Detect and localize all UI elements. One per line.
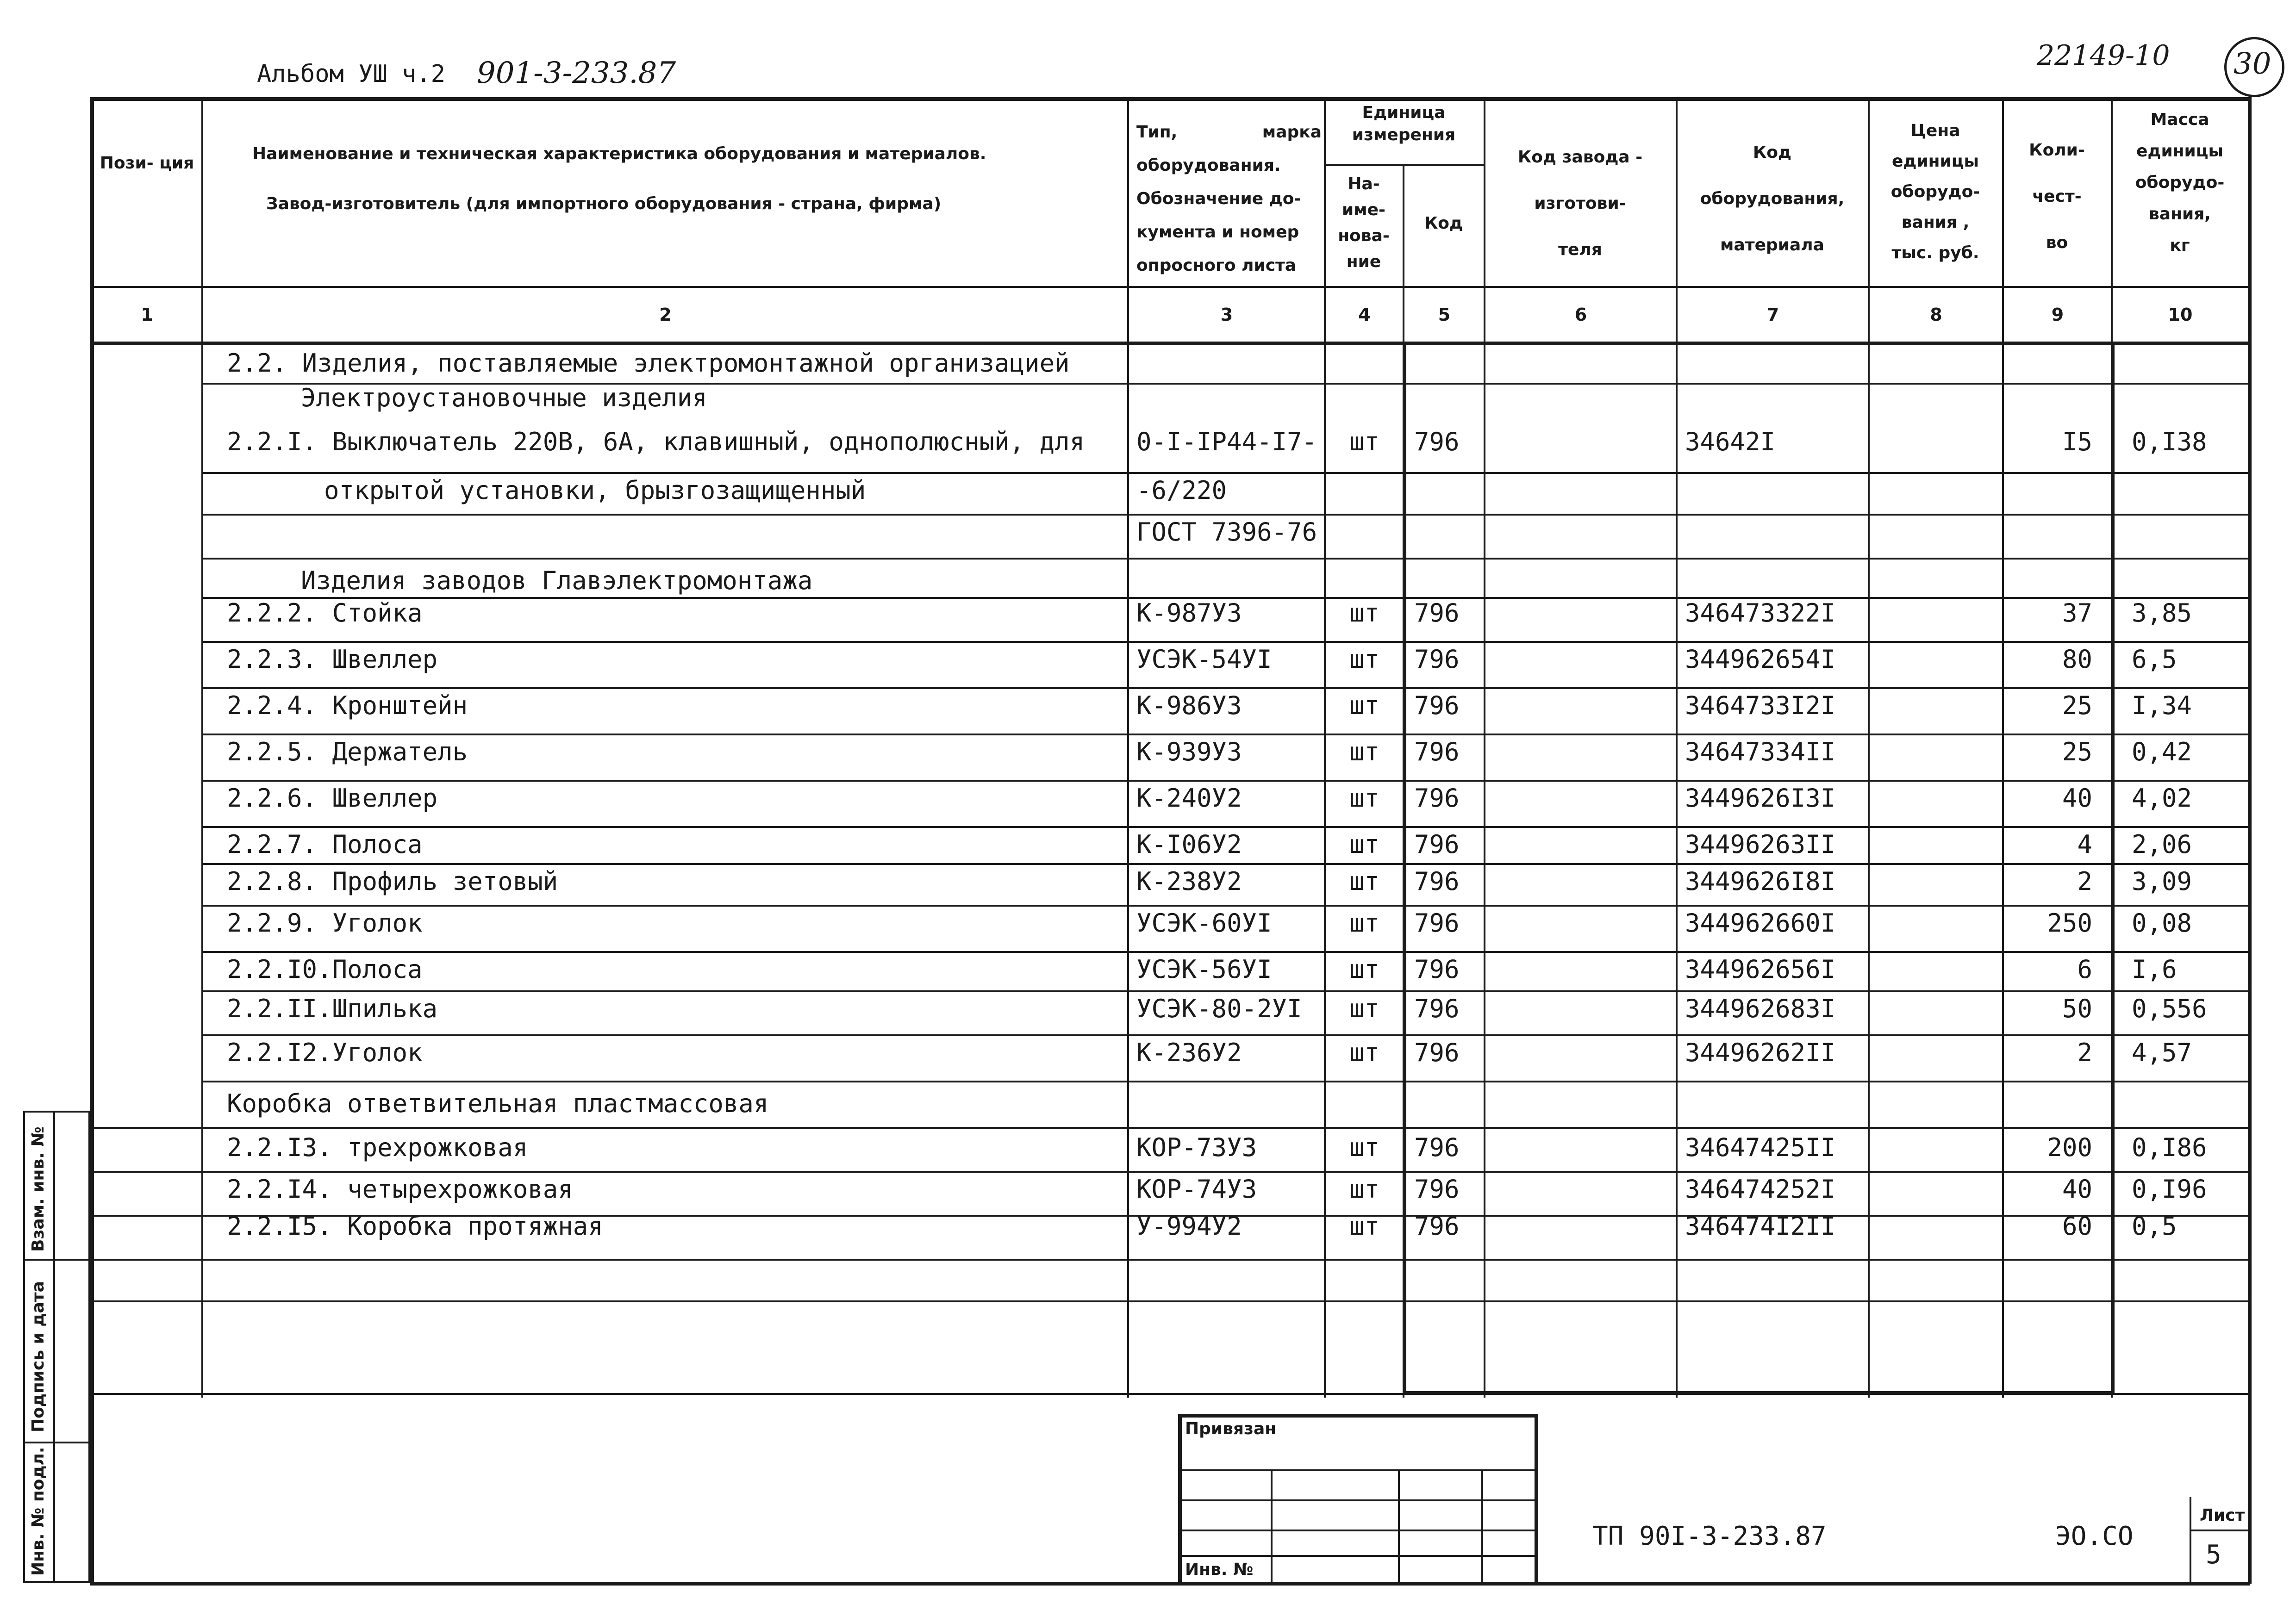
row-type: К-238У2 [1136,867,1242,896]
row-mass: 0,I86 [2132,1133,2207,1162]
colnum-2: 2 [659,305,672,325]
row-equipment-code: 3449626I8I [1685,867,1836,896]
page-circle-number: 30 [2234,47,2271,81]
row-name: 2.2.2. Стойка [227,598,423,628]
row-name: 2.2.I4. четырехрожковая [227,1175,573,1204]
row-name: 2.2.I2.Уголок [227,1038,423,1067]
row-name: 2.2.3. Швеллер [227,645,438,674]
row-type: УСЭК-56УI [1136,955,1272,984]
row-mass: 4,57 [2132,1038,2192,1067]
row-quantity: 80 [2062,645,2092,674]
col-unit-code-header: Код [1424,214,1463,233]
row-equipment-code: 3449626I3I [1685,784,1836,813]
row-name: 2.2.I0.Полоса [227,955,423,984]
row-unit-code: 796 [1414,784,1460,813]
row-equipment-code: 344962660I [1685,908,1836,938]
row-name: открытой установки, брызгозащищенный [324,476,866,505]
row-equipment-code: 346474252I [1685,1175,1836,1204]
row-unit-code: 796 [1414,1038,1460,1067]
row-quantity: 50 [2062,994,2092,1023]
row-unit-code: 796 [1414,1175,1460,1204]
row-type: УСЭК-54УI [1136,645,1272,674]
row-quantity: 2 [2077,867,2092,896]
colnum-8: 8 [1930,305,1942,325]
doc-number: 22149-10 [2037,39,2170,72]
colnum-1: 1 [141,305,153,325]
stamp-sheet-label: Лист [2200,1506,2245,1525]
row-mass: 0,08 [2132,908,2192,938]
row-equipment-code: 346474I2II [1685,1212,1836,1241]
row-equipment-code: 34496263II [1685,830,1836,859]
colnum-9: 9 [2051,305,2064,325]
row-mass: 3,09 [2132,867,2192,896]
row-type: КОР-73У3 [1136,1133,1257,1162]
row-name: 2.2.4. Кронштейн [227,691,468,720]
stamp-sheet-number: 5 [2206,1540,2221,1570]
row-quantity: 60 [2062,1212,2092,1241]
row-name: 2.2.5. Держатель [227,737,468,766]
row-unit: шт [1349,1133,1380,1162]
row-name: Коробка ответвительная пластмассовая [227,1089,769,1118]
row-mass: I,6 [2132,955,2177,984]
row-type: КОР-74У3 [1136,1175,1257,1204]
row-name: 2.2.8. Профиль зетовый [227,867,558,896]
col-type-header: Тип, марка оборудования. Обозначение до- кумента и номер опросного листа [1136,123,1322,275]
row-quantity: 40 [2062,1175,2092,1204]
row-equipment-code: 346473322I [1685,598,1836,628]
row-equipment-code: 34496262II [1685,1038,1836,1067]
row-mass: 0,42 [2132,737,2192,766]
row-mass: 0,I38 [2132,427,2207,456]
row-name: 2.2. Изделия, поставляемые электромонтажной организацией [227,348,1070,378]
row-unit-code: 796 [1414,994,1460,1023]
row-equipment-code: 344962683I [1685,994,1836,1023]
row-unit: шт [1349,908,1380,938]
row-unit: шт [1349,994,1380,1023]
colnum-5: 5 [1438,305,1451,325]
stamp-doc-code: ТП 90I-3-233.87 [1592,1521,1827,1551]
row-mass: 0,I96 [2132,1175,2207,1204]
row-name: 2.2.I. Выключатель 220В, 6А, клавишный, однополюсный, для [227,427,1085,456]
row-unit: шт [1349,427,1380,456]
row-type: -6/220 [1136,476,1227,505]
row-mass: 3,85 [2132,598,2192,628]
col-factory-code-header: Код завода - изготови- теля [1517,148,1643,259]
colnum-10: 10 [2168,305,2193,325]
row-quantity: 40 [2062,784,2092,813]
row-quantity: 25 [2062,691,2092,720]
col-equipment-code-header: Код оборудования, материала [1700,143,1845,255]
row-unit-code: 796 [1414,830,1460,859]
row-equipment-code: 34647425II [1685,1133,1836,1162]
row-unit: шт [1349,737,1380,766]
row-type: У-994У2 [1136,1212,1242,1241]
row-quantity: 25 [2062,737,2092,766]
row-unit: шт [1349,784,1380,813]
row-unit: шт [1349,830,1380,859]
row-unit: шт [1349,645,1380,674]
row-unit: шт [1349,1175,1380,1204]
row-type: К-236У2 [1136,1038,1242,1067]
side-label-podpis: Подпись и дата [29,1281,48,1432]
row-mass: I,34 [2132,691,2192,720]
row-name: Электроустановочные изделия [301,383,707,412]
row-type: К-939У3 [1136,737,1242,766]
row-quantity: 6 [2077,955,2092,984]
row-unit-code: 796 [1414,737,1460,766]
row-type: ГОСТ 7396-76 [1136,517,1317,547]
col-position-header: Пози- ция [100,154,194,173]
colnum-6: 6 [1574,305,1587,325]
row-type: 0-I-IP44-I7- [1136,427,1317,456]
row-quantity: 37 [2062,598,2092,628]
row-mass: 4,02 [2132,784,2192,813]
row-type: К-240У2 [1136,784,1242,813]
row-equipment-code: 34642I [1685,427,1776,456]
side-label-vzam: Взам. инв. № [29,1126,48,1252]
col-unit-name-header: На- име- нова- ние [1338,174,1390,271]
row-unit: шт [1349,598,1380,628]
stamp-inv-label: Инв. № [1185,1560,1254,1579]
row-quantity: 250 [2047,908,2092,938]
row-quantity: 200 [2047,1133,2092,1162]
row-quantity: I5 [2062,427,2092,456]
row-unit-code: 796 [1414,867,1460,896]
side-label-inv-podl: Инв. № подл. [29,1447,48,1576]
row-unit: шт [1349,691,1380,720]
row-unit-code: 796 [1414,645,1460,674]
colnum-4: 4 [1358,305,1371,325]
row-mass: 6,5 [2132,645,2177,674]
row-equipment-code: 344962656I [1685,955,1836,984]
row-name: 2.2.9. Уголок [227,908,423,938]
colnum-7: 7 [1766,305,1779,325]
row-equipment-code: 344962654I [1685,645,1836,674]
row-name: 2.2.7. Полоса [227,830,423,859]
col-unit-group-header: Единица измерения [1352,103,1456,144]
stamp-section: ЭО.СО [2055,1521,2134,1551]
row-unit-code: 796 [1414,1212,1460,1241]
album-code: 901-3-233.87 [477,56,676,90]
row-equipment-code: 34647334II [1685,737,1836,766]
row-quantity: 2 [2077,1038,2092,1067]
row-quantity: 4 [2077,830,2092,859]
col-name-header-line2: Завод-изготовитель (для импортного оборудования - страна, фирма) [266,194,942,213]
row-name: Изделия заводов Главэлектромонтажа [301,566,813,595]
row-name: 2.2.I5. Коробка протяжная [227,1212,603,1241]
row-unit: шт [1349,1212,1380,1241]
row-unit-code: 796 [1414,427,1460,456]
row-equipment-code: 3464733I2I [1685,691,1836,720]
row-type: К-986У3 [1136,691,1242,720]
row-unit-code: 796 [1414,1133,1460,1162]
row-unit: шт [1349,867,1380,896]
row-unit-code: 796 [1414,691,1460,720]
row-mass: 0,5 [2132,1212,2177,1241]
row-type: УСЭК-80-2УI [1136,994,1302,1023]
row-name: 2.2.I3. трехрожковая [227,1133,528,1162]
row-mass: 0,556 [2132,994,2207,1023]
row-type: К-987У3 [1136,598,1242,628]
row-unit-code: 796 [1414,598,1460,628]
row-type: К-I06У2 [1136,830,1242,859]
col-name-header-line1: Наименование и техническая характеристика оборудования и материалов. [252,144,986,163]
album-label: Альбом УШ ч.2 [257,60,445,88]
row-unit-code: 796 [1414,955,1460,984]
col-price-header: Цена единицы оборудо- вания , тыс. руб. [1890,121,1980,262]
colnum-3: 3 [1220,305,1233,325]
col-mass-header: Масса единицы оборудо- вания, кг [2135,110,2225,255]
row-unit: шт [1349,1038,1380,1067]
stamp-privyazan-label: Привязан [1185,1419,1277,1438]
row-mass: 2,06 [2132,830,2192,859]
col-quantity-header: Коли- чест- во [2029,141,2085,252]
row-unit-code: 796 [1414,908,1460,938]
row-unit: шт [1349,955,1380,984]
row-name: 2.2.II.Шпилька [227,994,438,1023]
row-name: 2.2.6. Швеллер [227,784,438,813]
row-type: УСЭК-60УI [1136,908,1272,938]
